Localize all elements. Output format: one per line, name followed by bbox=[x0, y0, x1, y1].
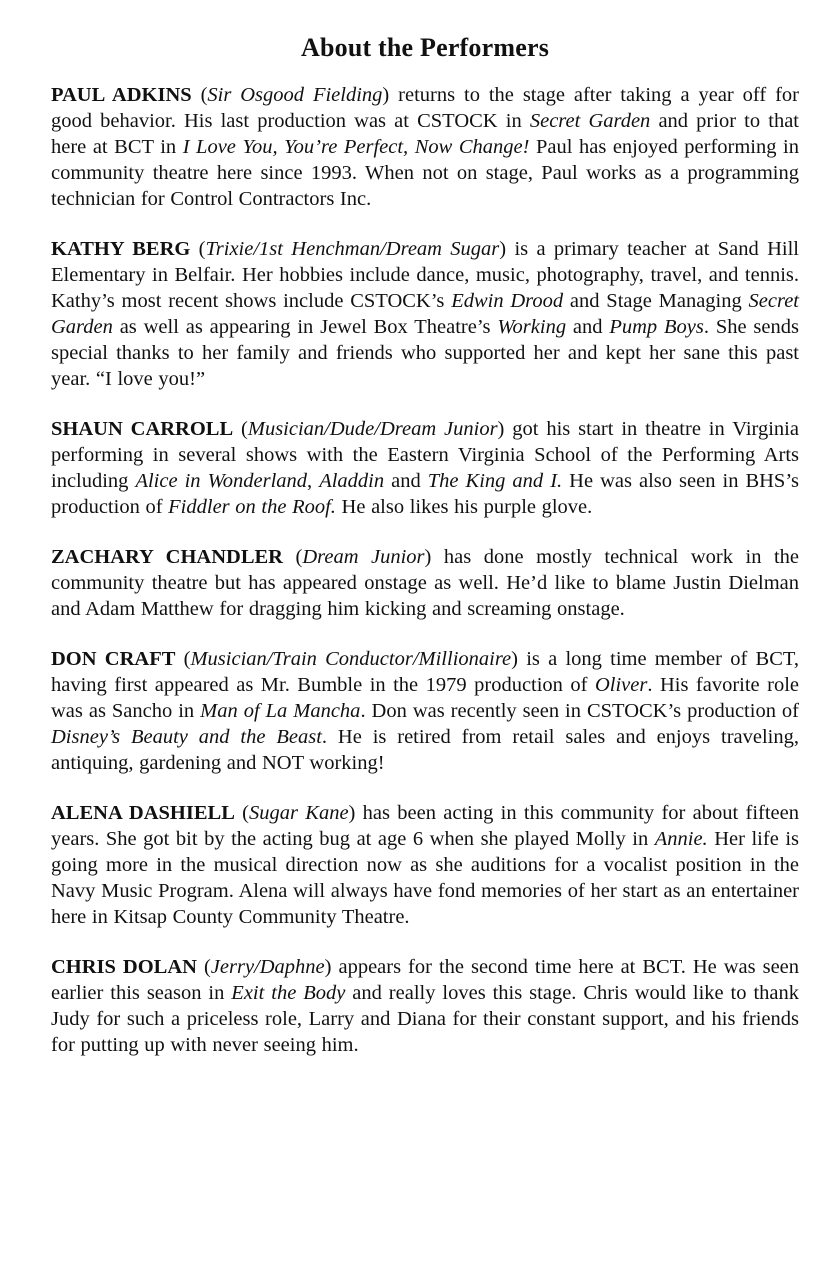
performer-bio: SHAUN CARROLL (Musician/Dude/Dream Junior) got his start in theatre in Virginia performing in several shows with the Eastern Virginia School of the Performing Arts including Alice in Wonderland, Aladdin and The King and I. He was also seen in BHS’s production of Fiddler on the Roof. He also likes his purple glove. bbox=[51, 418, 800, 518]
production-title: Exit the Body bbox=[231, 982, 346, 1004]
bio-text: . His favorite role was as Sancho in bbox=[51, 674, 799, 722]
production-title: Annie. bbox=[654, 828, 708, 850]
bio-text: has done mostly technical work in the community theatre but has appeared onstage as well. He’d like to blame Justin Dielman and Adam Matthew for dragging him kicking and screaming onstage. bbox=[51, 546, 800, 620]
performer-bio: CHRIS DOLAN (Jerry/Daphne) appears for the second time here at BCT. He was seen earlier this season in Exit the Body and really loves this stage. Chris would like to thank Judy for such a priceless role, Larry and Diana for their constant support, and his friends for putting up with never seeing him. bbox=[51, 956, 800, 1056]
performer-role: Trixie/1st Henchman/Dream Sugar bbox=[205, 238, 500, 260]
performer-bio: DON CRAFT (Musician/Train Conductor/Millionaire) is a long time member of BCT, having first appeared as Mr. Bumble in the 1979 production of Oliver. His favorite role was as Sancho in Man of La Mancha. Don was recently seen in CSTOCK’s production of Disney’s Beauty and the Beast. He is retired from retail sales and enjoys traveling, antiquing, gardening and NOT working! bbox=[51, 648, 799, 774]
performer-role: Musician/Train Conductor/Millionaire bbox=[190, 648, 512, 670]
performer-bio: KATHY BERG (Trixie/1st Henchman/Dream Sugar) is a primary teacher at Sand Hill Elementary in Belfair. Her hobbies include dance, music, photography, travel, and tennis. Kathy’s most recent shows include CSTOCK’s Edwin Drood and Stage Managing Secret Garden as well as appearing in Jewel Box Theatre’s Working and Pump Boys. She sends special thanks to her family and friends who supported her and kept her sane this past year. “I love you!” bbox=[51, 238, 799, 390]
performer-name: KATHY BERG bbox=[51, 238, 191, 260]
bio-text: got his start in theatre in Virginia performing in several shows with the Eastern Virginia School of the Performing Arts including bbox=[51, 418, 799, 492]
production-title: Alice in Wonderland bbox=[135, 470, 308, 492]
bio-text: returns to the stage after taking a year off for good behavior. His last production was at CSTOCK in bbox=[51, 84, 800, 132]
production-title: Secret Garden bbox=[51, 290, 799, 338]
bio-text: and bbox=[384, 470, 428, 492]
production-title: Secret Garden bbox=[529, 110, 651, 132]
bio-text: is a long time member of BCT, having first appeared as Mr. Bumble in the 1979 production of bbox=[51, 648, 799, 696]
bio-text: appears for the second time here at BCT. He was seen earlier this season in bbox=[51, 956, 800, 1004]
production-title: Fiddler on the Roof. bbox=[168, 496, 336, 518]
production-title: I Love You, You’re Perfect, Now Change! bbox=[182, 136, 530, 158]
bio-text: Her life is going more in the musical direction now as she auditions for a vocalist position in the Navy Music Program. Alena will always have fond memories of her start as an entertainer here in Kitsap County Community Theatre. bbox=[51, 828, 799, 928]
performer-bio: PAUL ADKINS (Sir Osgood Fielding) returns to the stage after taking a year off for good behavior. His last production was at CSTOCK in Secret Garden and prior to that here at BCT in I Love You, You’re Perfect, Now Change! Paul has enjoyed performing in community theatre here since 1993. When not on stage, Paul works as a programming technician for Control Contractors Inc. bbox=[51, 84, 800, 210]
production-title: Aladdin bbox=[319, 470, 385, 492]
performer-role: Dream Junior bbox=[302, 546, 425, 568]
performer-list bbox=[51, 82, 799, 1058]
production-title: The King and I. bbox=[427, 470, 563, 492]
performer-name: ZACHARY CHANDLER bbox=[51, 546, 283, 568]
performer-bio: ZACHARY CHANDLER (Dream Junior) has done mostly technical work in the community theatre but has appeared onstage as well. He’d like to blame Justin Dielman and Adam Matthew for dragging him kicking and screaming onstage. bbox=[51, 546, 800, 620]
bio-text: He was also seen in BHS’s production of bbox=[51, 470, 800, 518]
performer-name: SHAUN CARROLL bbox=[51, 418, 234, 440]
bio-text: is a primary teacher at Sand Hill Elementary in Belfair. Her hobbies include dance, music, photography, travel, and tennis. Kathy’s most recent shows include CSTOCK’s bbox=[51, 238, 799, 312]
bio-text: and Stage Managing bbox=[563, 290, 749, 312]
performer-role: Sir Osgood Fielding bbox=[207, 84, 383, 106]
bio-text: . He is retired from retail sales and enjoys traveling, antiquing, gardening and NOT working! bbox=[51, 726, 799, 774]
page-title: About the Performers bbox=[300, 33, 550, 62]
performer-name: ALENA DASHIELL bbox=[51, 802, 235, 824]
performer-name: PAUL ADKINS bbox=[51, 84, 192, 106]
performer-role: Jerry/Daphne bbox=[210, 956, 325, 978]
bio-text: , bbox=[307, 470, 320, 492]
performer-bio: ALENA DASHIELL (Sugar Kane) has been acting in this community for about fifteen years. She got bit by the acting bug at age 6 when she played Molly in Annie. Her life is going more in the musical direction now as she auditions for a vocalist position in the Navy Music Program. Alena will always have fond memories of her start as an entertainer here in Kitsap County Community Theatre. bbox=[51, 802, 799, 928]
bio-text: He also likes his purple glove. bbox=[335, 496, 593, 518]
bio-text: and bbox=[566, 316, 610, 338]
performer-role: Musician/Dude/Dream Junior bbox=[247, 418, 498, 440]
performer-name: DON CRAFT bbox=[51, 648, 176, 670]
bio-text: and really loves this stage. Chris would like to thank Judy for such a priceless role, Larry and Diana for their constant support, and his friends for putting up with never seeing him. bbox=[51, 982, 799, 1056]
performer-name: CHRIS DOLAN bbox=[51, 956, 197, 978]
bio-text: . Don was recently seen in CSTOCK’s production of bbox=[360, 700, 799, 722]
production-title: Working bbox=[497, 316, 567, 338]
production-title: Edwin Drood bbox=[451, 290, 564, 312]
bio-text: . She sends special thanks to her family and friends who supported her and kept her sane this past year. “I love you!” bbox=[51, 316, 799, 390]
bio-text: as well as appearing in Jewel Box Theatre’s bbox=[112, 316, 498, 338]
production-title: Pump Boys bbox=[609, 316, 704, 338]
production-title: Man of La Mancha bbox=[200, 700, 361, 722]
bio-text: has been acting in this community for about fifteen years. She got bit by the acting bug at age 6 when she played Molly in bbox=[51, 802, 799, 850]
performer-role: Sugar Kane bbox=[249, 802, 349, 824]
production-title: Oliver bbox=[594, 674, 648, 696]
bio-text: Paul has enjoyed performing in community theatre here since 1993. When not on stage, Paul works as a programming technician for Control Contractors Inc. bbox=[51, 136, 799, 210]
production-title: Disney’s Beauty and the Beast bbox=[51, 726, 322, 748]
bio-text: and prior to that here at BCT in bbox=[51, 110, 799, 158]
